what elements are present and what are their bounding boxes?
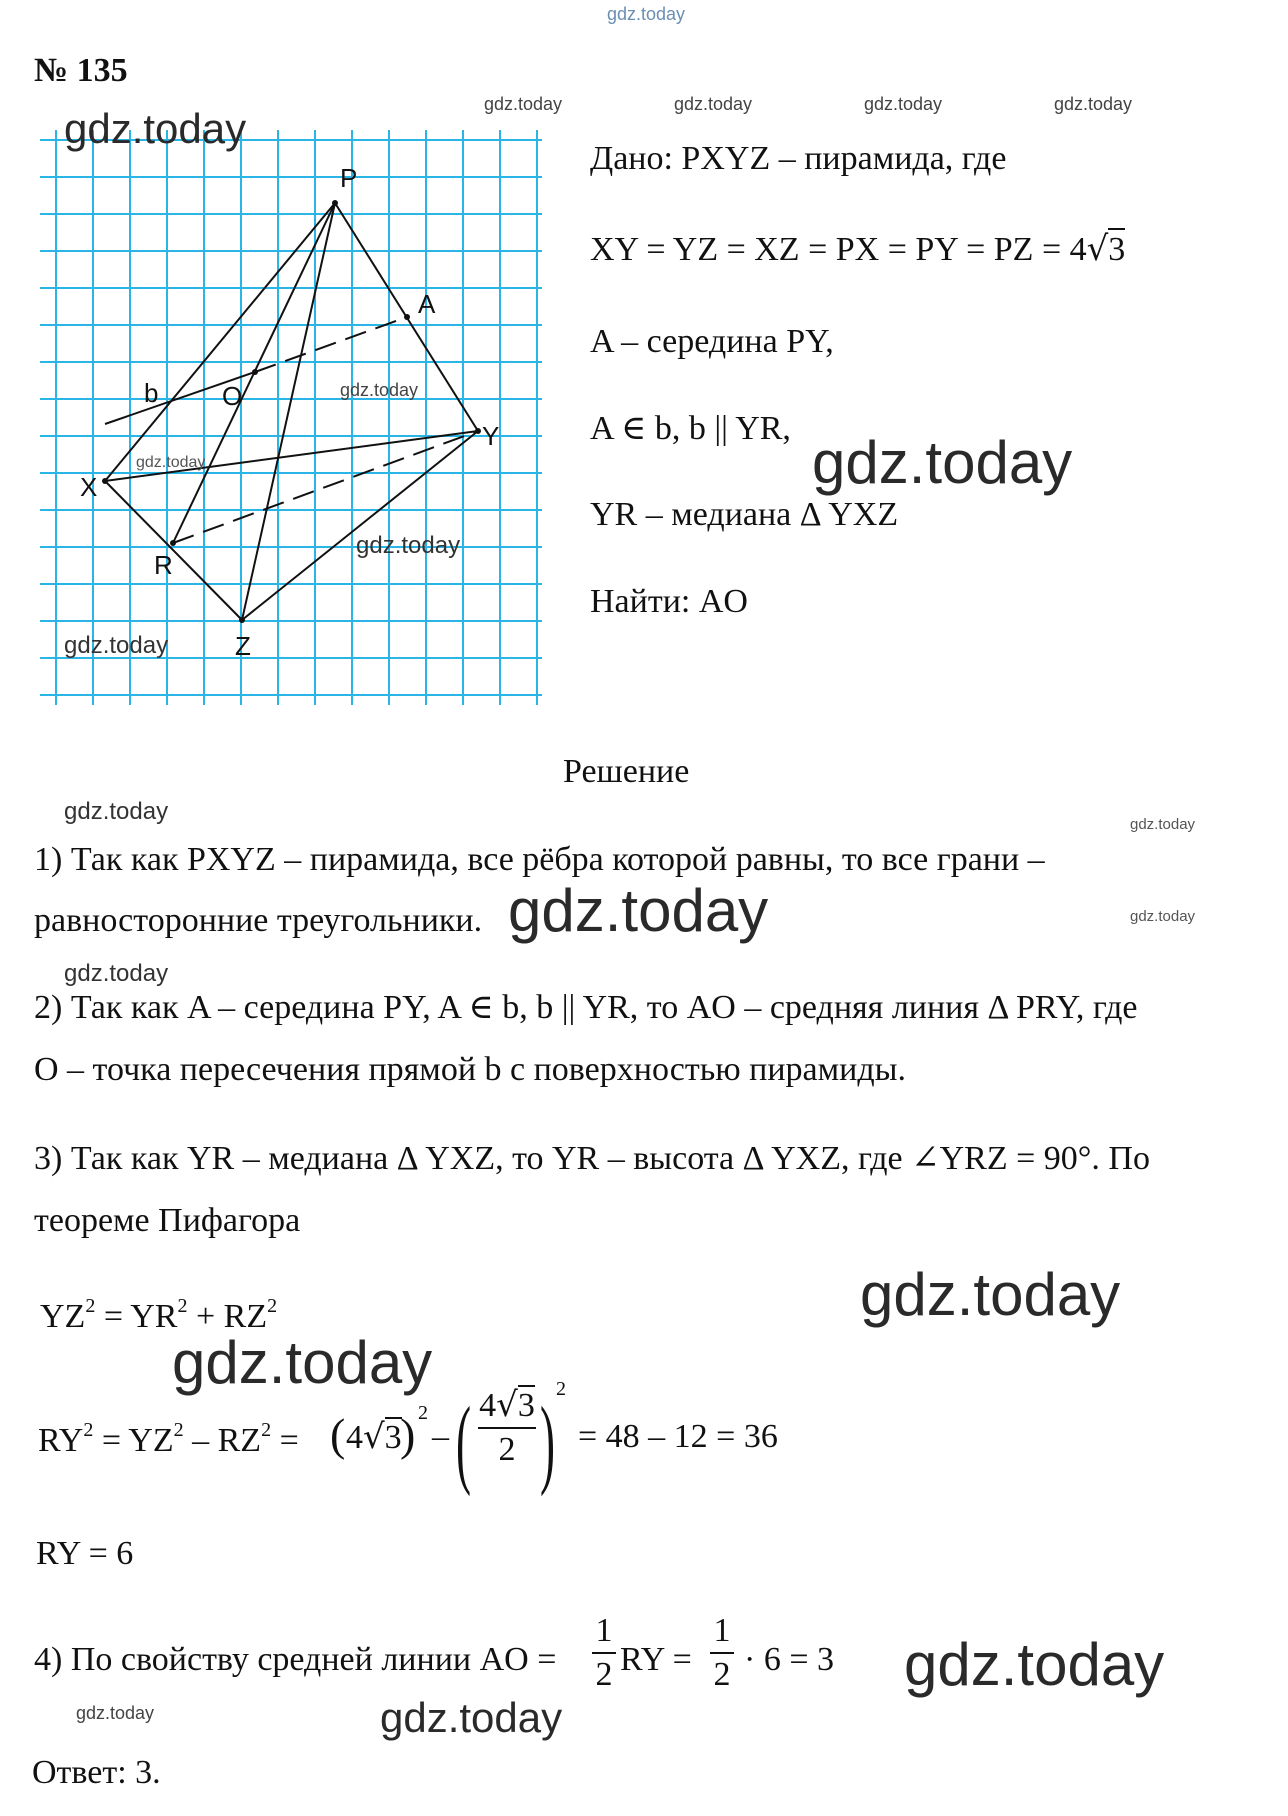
label-a: A [418, 289, 436, 319]
formula-ry: RY = 6 [36, 1535, 134, 1572]
fraction-bar [710, 1652, 734, 1654]
formula-ry-squared [38, 1420, 299, 1458]
formula-result: = 48 – 12 = 36 [578, 1418, 778, 1455]
solution-heading: Решение [563, 753, 690, 790]
operator: – [432, 1418, 449, 1455]
watermark: gdz.today [860, 1261, 1121, 1328]
term: RZ [223, 1298, 268, 1335]
watermark: gdz.today [1130, 816, 1196, 833]
watermark: gdz.today [64, 632, 169, 659]
watermark: gdz.today [484, 94, 563, 114]
watermark: gdz.today [172, 1329, 433, 1396]
radical-sign: √ [363, 1417, 385, 1457]
fraction [478, 1385, 536, 1468]
exponent: 2 [177, 1295, 188, 1317]
exponent: 2 [85, 1295, 96, 1317]
grid [40, 130, 542, 705]
watermark: gdz.today [864, 94, 943, 114]
watermark: gdz.today [340, 380, 419, 400]
given-line-4: A ∈ b, b || YR, [590, 410, 791, 447]
step-4-tail: · 6 = 3 [744, 1641, 834, 1678]
denominator: 2 [498, 1431, 516, 1468]
radicand: 3 [384, 1419, 402, 1456]
step-1-line-2: равносторонние треугольники. [34, 902, 483, 939]
coefficient: 4 [346, 1419, 363, 1456]
step-2-line-2: O – точка пересечения прямой b с поверхностью пирамиды. [34, 1051, 906, 1088]
exponent: 2 [418, 1402, 428, 1424]
label-r: R [154, 550, 173, 580]
step-4-middle: RY = [620, 1641, 692, 1678]
given-line-1: Дано: PXYZ – пирамида, где [590, 140, 1007, 177]
term: YR [130, 1298, 178, 1335]
numerator: 1 [595, 1612, 613, 1649]
fraction-bar [478, 1427, 536, 1429]
denominator: 2 [595, 1656, 613, 1693]
given-line-5: YR – медиана Δ YXZ [590, 496, 899, 533]
term: RY [38, 1422, 84, 1459]
label-y: Y [482, 421, 500, 451]
term: RZ [217, 1422, 262, 1459]
label-x: X [80, 472, 98, 502]
numerator: 4√3 [479, 1385, 535, 1425]
watermark: gdz.today [380, 1694, 563, 1741]
operator: = [95, 1298, 131, 1335]
operator: – [183, 1422, 218, 1459]
watermark: gdz.today [1054, 94, 1133, 114]
big-paren-close: ) [540, 1386, 555, 1497]
step-4-prefix: 4) По свойству средней линии AO = [34, 1641, 557, 1678]
paren-content [346, 1417, 402, 1457]
paren-close: ) [400, 1409, 416, 1460]
pyramid-figure [30, 130, 550, 710]
given-equalities: XY = YZ = XZ = PX = PY = PZ = 4 [590, 231, 1087, 268]
exponent: 2 [83, 1419, 94, 1441]
problem-number: № 135 [34, 52, 128, 89]
paren-open: ( [330, 1409, 346, 1460]
label-b: b [144, 378, 159, 408]
label-o: O [222, 381, 243, 411]
exponent: 2 [261, 1419, 272, 1441]
given-line-3: A – середина PY, [590, 323, 834, 360]
radicand: 3 [1108, 228, 1125, 268]
watermark: gdz.today [1130, 908, 1196, 925]
watermark: gdz.today [64, 960, 169, 987]
watermark: gdz.today [64, 105, 247, 152]
step-3-line-2: теореме Пифагора [34, 1202, 301, 1239]
watermark: gdz.today [607, 4, 686, 24]
answer: Ответ: 3. [32, 1754, 161, 1791]
watermark: gdz.today [64, 798, 169, 825]
term: YZ [128, 1422, 174, 1459]
watermark: gdz.today [356, 532, 461, 559]
watermark: gdz.today [136, 454, 206, 471]
step-1-line-1: 1) Так как PXYZ – пирамида, все рёбра которой равны, то все грани – [34, 841, 1045, 878]
operator: = [93, 1422, 129, 1459]
label-z: Z [235, 631, 251, 661]
fraction-one-half [592, 1614, 616, 1692]
label-p: P [340, 163, 358, 193]
watermark: gdz.today [904, 1631, 1165, 1698]
numerator: 1 [713, 1612, 731, 1649]
radical-sign: √ [1086, 229, 1109, 269]
operator: + [187, 1298, 224, 1335]
watermark: gdz.today [674, 94, 753, 114]
operator: = [271, 1422, 299, 1459]
exponent: 2 [267, 1295, 278, 1317]
big-paren-open: ( [456, 1386, 471, 1497]
watermark: gdz.today [76, 1703, 155, 1723]
watermark: gdz.today [508, 877, 769, 944]
fraction-bar [592, 1652, 616, 1654]
step-2-line-1: 2) Так как A – середина PY, A ∈ b, b || YR, то AO – средняя линия Δ PRY, где [34, 989, 1138, 1026]
fraction-one-half [710, 1614, 734, 1692]
watermark: gdz.today [812, 429, 1073, 496]
exponent: 2 [556, 1378, 566, 1400]
term: YZ [40, 1298, 86, 1335]
given-line-2 [590, 229, 1126, 269]
denominator: 2 [713, 1656, 731, 1693]
exponent: 2 [173, 1419, 184, 1441]
given-line-6: Найти: AO [590, 583, 748, 620]
step-3-line-1: 3) Так как YR – медиана Δ YXZ, то YR – высота Δ YXZ, где ∠YRZ = 90°. По [34, 1140, 1150, 1177]
